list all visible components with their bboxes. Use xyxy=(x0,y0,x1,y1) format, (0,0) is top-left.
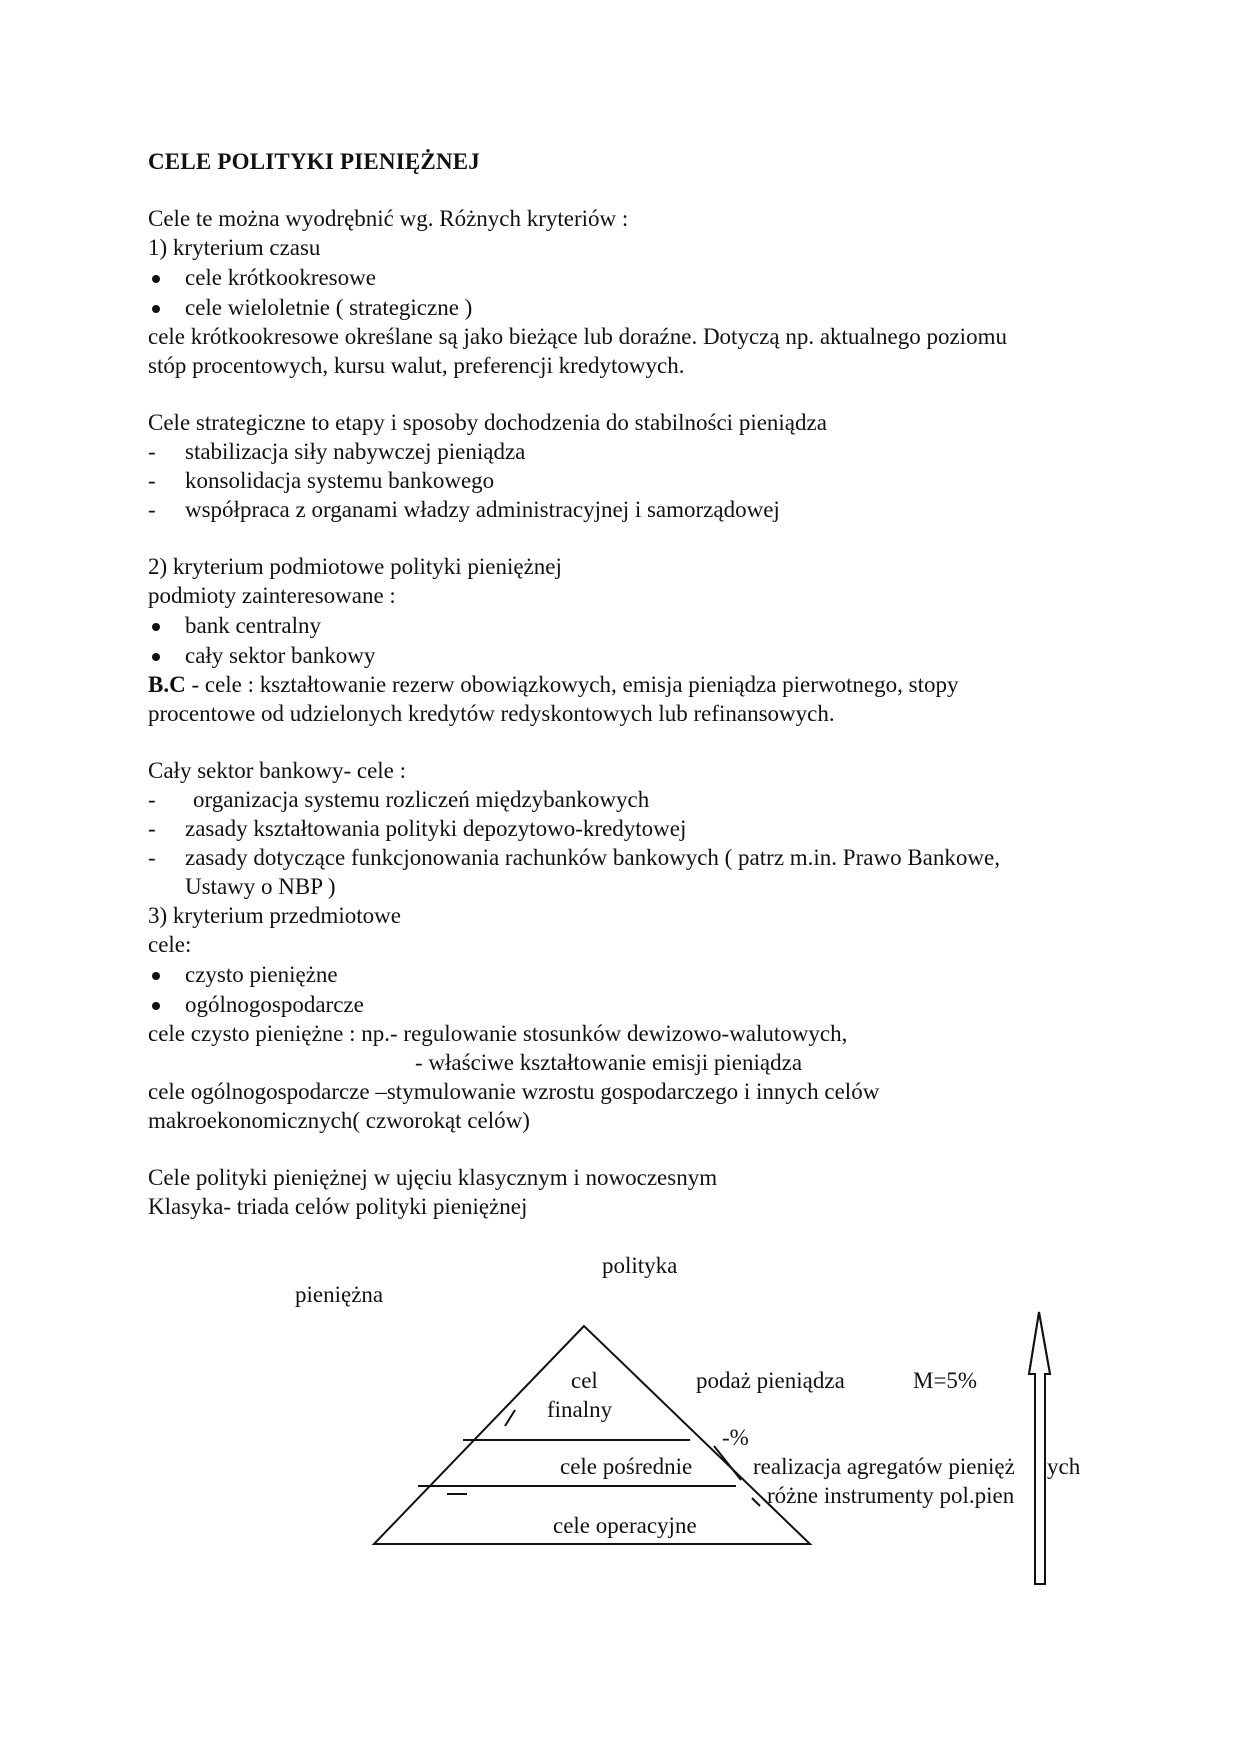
strategic-item-3: współpraca z organami władzy administracyjnej i samorządowej xyxy=(185,497,780,522)
s3-bullet-1: czysto pieniężne xyxy=(185,962,338,987)
bc-line-2: procentowe od udzielonych kredytów redyskontowych lub refinansowych. xyxy=(148,701,835,726)
dash-marker: - xyxy=(148,497,156,522)
percent-label: -% xyxy=(722,1425,749,1450)
intro-text: Cele te można wyodrębnić wg. Różnych kryteriów : xyxy=(148,206,629,231)
page-title: CELE POLITYKI PIENIĘŻNEJ xyxy=(148,149,480,174)
dash-marker: - xyxy=(148,787,156,812)
apex-label-line-1: cel xyxy=(571,1368,598,1393)
s1-bullet-2: cele wieloletnie ( strategiczne ) xyxy=(185,295,473,320)
sector-item-2: zasady kształtowania polityki depozytowo-kredytowej xyxy=(185,816,687,841)
s2-subheading: podmioty zainteresowane : xyxy=(148,583,396,608)
strategic-intro: Cele strategiczne to etapy i sposoby dochodzenia do stabilności pieniądza xyxy=(148,410,827,435)
strategic-item-2: konsolidacja systemu bankowego xyxy=(185,468,495,493)
dash-marker: - xyxy=(148,816,156,841)
general-goals-line-1: cele ogólnogospodarcze –stymulowanie wzrostu gospodarczego i innych celów xyxy=(148,1079,880,1104)
section-2-heading: 2) kryterium podmiotowe polityki pieniężnej xyxy=(148,554,562,579)
dash-marker: - xyxy=(148,439,156,464)
s3-subheading: cele: xyxy=(148,932,192,957)
classic-line-1: Cele polityki pieniężnej w ujęciu klasycznym i nowoczesnym xyxy=(148,1165,718,1190)
realization-label-tail: ych xyxy=(1047,1454,1081,1479)
apex-tick xyxy=(505,1410,515,1426)
apex-label-line-2: finalny xyxy=(547,1397,613,1422)
bc-text: - cele : kształtowanie rezerw obowiązkowych, emisja pieniądza pierwotnego, stopy xyxy=(185,672,959,697)
middle-level-label: cele pośrednie xyxy=(560,1454,693,1479)
money-supply-label: podaż pieniądza xyxy=(696,1368,845,1393)
dash-marker: - xyxy=(148,468,156,493)
sector-intro: Cały sektor bankowy- cele : xyxy=(148,758,407,783)
s1-paragraph-line-2: stóp procentowych, kursu walut, preferencji kredytowych. xyxy=(148,353,685,378)
general-goals-line-2: makroekonomicznych( czworokąt celów) xyxy=(148,1108,530,1133)
section-1-heading: 1) kryterium czasu xyxy=(148,235,321,260)
dash-marker: - xyxy=(148,845,156,870)
base-level-label: cele operacyjne xyxy=(553,1513,697,1538)
m-value-label: M=5% xyxy=(913,1368,978,1393)
sector-item-3: zasady dotyczące funkcjonowania rachunków bankowych ( patrz m.in. Prawo Bankowe, xyxy=(185,845,1000,870)
pure-goals-line-2: - właściwe kształtowanie emisji pieniądza xyxy=(415,1050,803,1075)
section-3-heading: 3) kryterium przedmiotowe xyxy=(148,903,401,928)
s1-paragraph-line-1: cele krótkookresowe określane są jako bieżące lub doraźne. Dotyczą np. aktualnego poziomu xyxy=(148,324,1007,349)
side-arrow-lower xyxy=(752,1498,760,1506)
s3-bullet-2: ogólnogospodarcze xyxy=(185,992,364,1017)
bc-label: B.C xyxy=(148,672,186,697)
s2-bullet-2: cały sektor bankowy xyxy=(185,643,376,668)
diagram-label-pieniezna: pieniężna xyxy=(295,1282,384,1307)
strategic-item-1: stabilizacja siły nabywczej pieniądza xyxy=(185,439,526,464)
sector-item-3-cont: Ustawy o NBP ) xyxy=(185,874,336,899)
classic-line-2: Klasyka- triada celów polityki pieniężnej xyxy=(148,1194,528,1219)
s1-bullet-1: cele krótkookresowe xyxy=(185,265,376,290)
sector-item-1: organizacja systemu rozliczeń międzybankowych xyxy=(193,787,650,812)
realization-label: realizacja agregatów pienięż xyxy=(753,1454,1015,1479)
pure-goals-line-1: cele czysto pieniężne : np.- regulowanie stosunków dewizowo-walutowych, xyxy=(148,1021,848,1046)
instruments-label: różne instrumenty pol.pien xyxy=(767,1483,1015,1508)
diagram-label-polityka: polityka xyxy=(602,1253,678,1278)
s2-bullet-1: bank centralny xyxy=(185,613,322,638)
